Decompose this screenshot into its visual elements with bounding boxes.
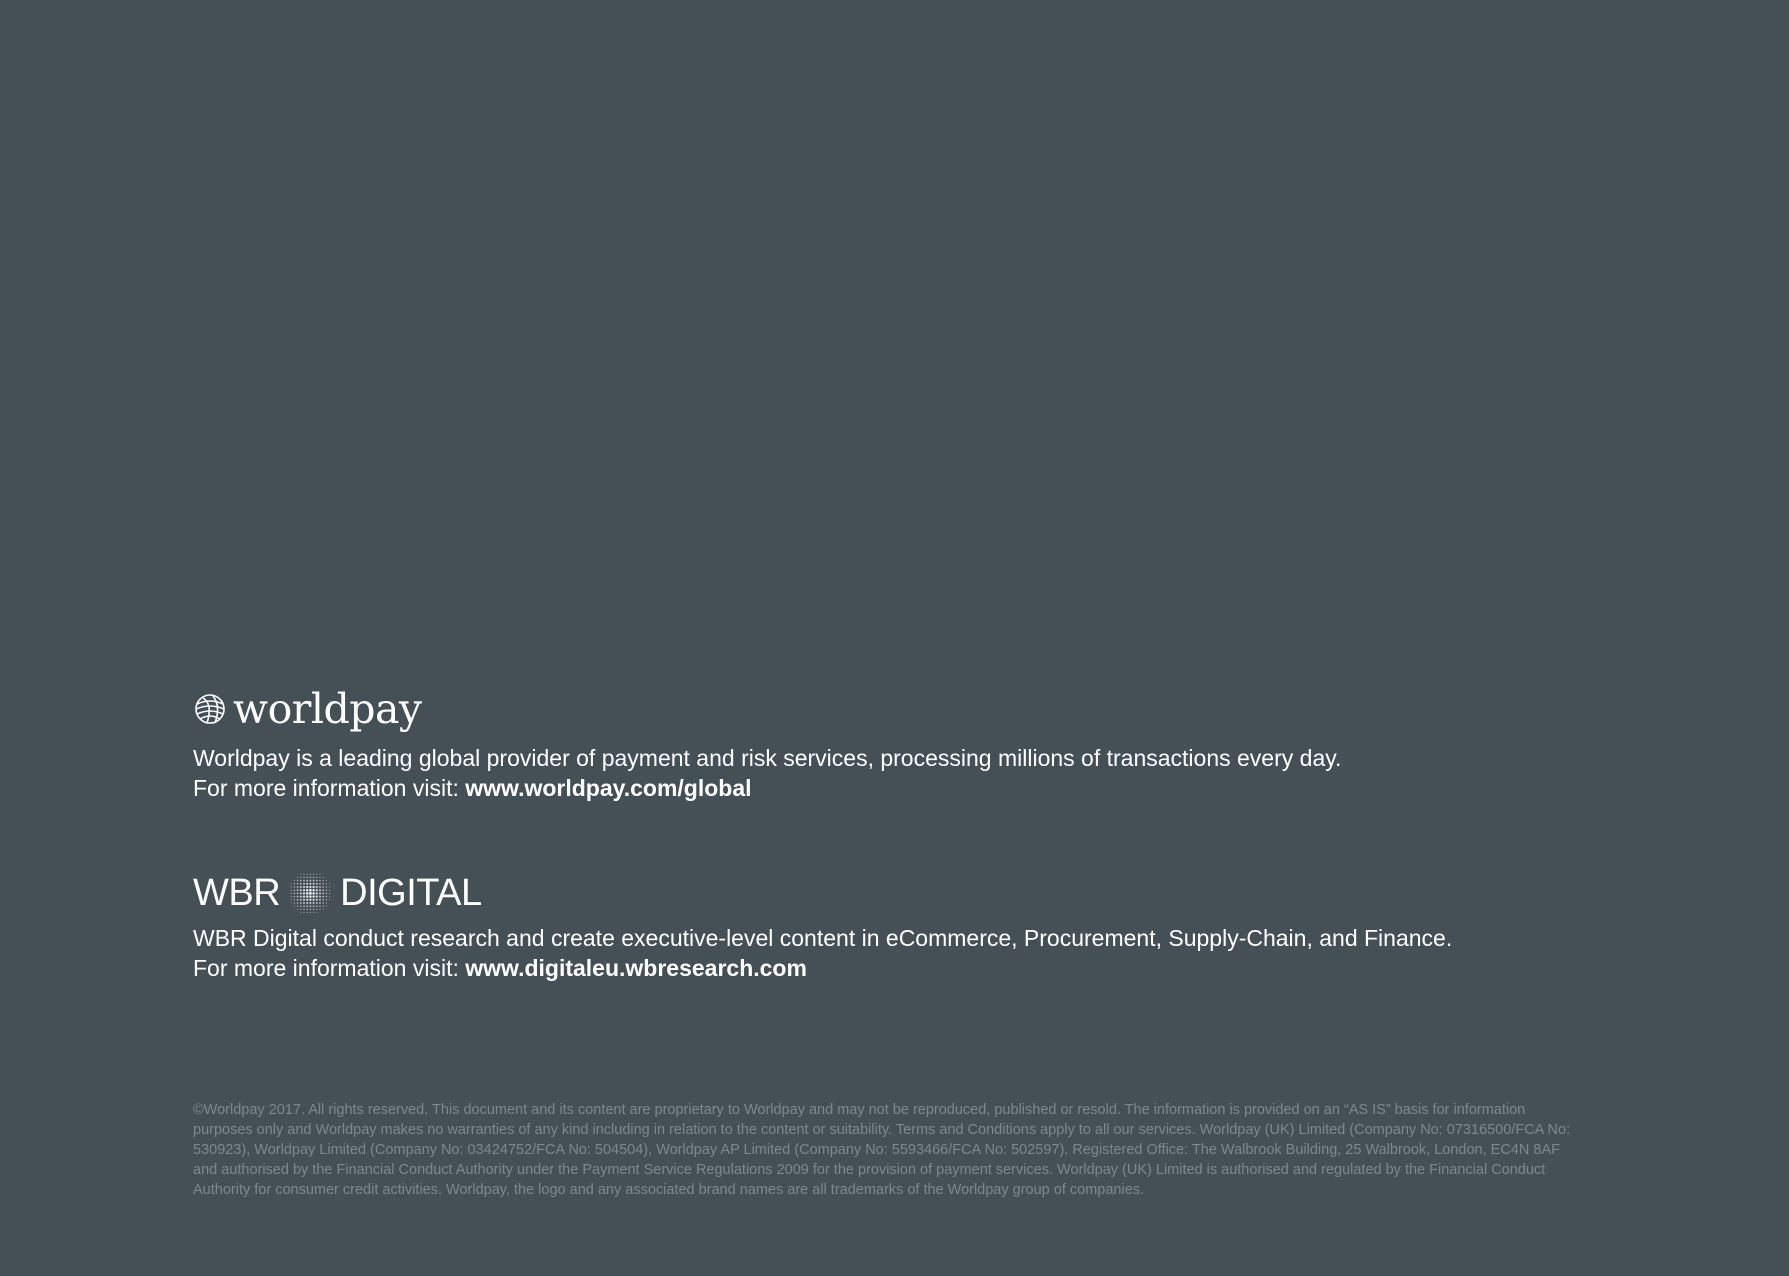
wbr-description-block — [193, 923, 1452, 983]
wbr-info-prefix: For more information visit: — [193, 955, 466, 981]
worldpay-logo — [193, 686, 422, 732]
legal-disclaimer: ©Worldpay 2017. All rights reserved. This document and its content are proprietary to Worldpay and may not be reproduced, published or resold. The information is provided on an “AS IS” basis for information purposes only and Worldpay makes no warranties of any kind including in relation to the content or suitability. Terms and Conditions apply to all our services. Worldpay (UK) Limited (Company No: 07316500/FCA No: 530923), Worldpay Limited (Company No: 03424752/FCA No: 504504), Worldpay AP Limited (Company No: 5593466/FCA No: 502597). Registered Office: The Walbrook Building, 25 Walbrook, London, EC4N 8AF and authorised by the Financial Conduct Authority under the Payment Service Regulations 2009 for the provision of payment services. Worldpay (UK) Limited is authorised and regulated by the Financial Conduct Authority for consumer credit activities. Worldpay, the logo and any associated brand names are all trademarks of the Worldpay group of companies. — [193, 1102, 1571, 1198]
wbr-link[interactable]: www.digitaleu.wbresearch.com — [465, 955, 807, 981]
worldpay-wordmark: worldpay — [233, 685, 422, 733]
worldpay-description: Worldpay is a leading global provider of payment and risk services, processing millions of transactions every day. — [193, 745, 1342, 771]
worldpay-info-line — [193, 773, 1341, 803]
wbr-digital-logo — [193, 866, 482, 920]
worldpay-info-prefix: For more information visit: — [193, 775, 466, 801]
wbr-logo-text: WBR — [193, 872, 281, 914]
worldpay-link[interactable]: www.worldpay.com/global — [465, 775, 752, 801]
wbr-info-line — [193, 953, 1452, 983]
globe-icon — [193, 692, 227, 726]
dotted-sphere-icon — [280, 869, 340, 917]
wbr-description: WBR Digital conduct research and create executive-level content in eCommerce, Procurement, Supply-Chain, and Finance. — [193, 925, 1453, 951]
digital-logo-text: DIGITAL — [340, 872, 482, 914]
worldpay-description-block — [193, 743, 1341, 803]
